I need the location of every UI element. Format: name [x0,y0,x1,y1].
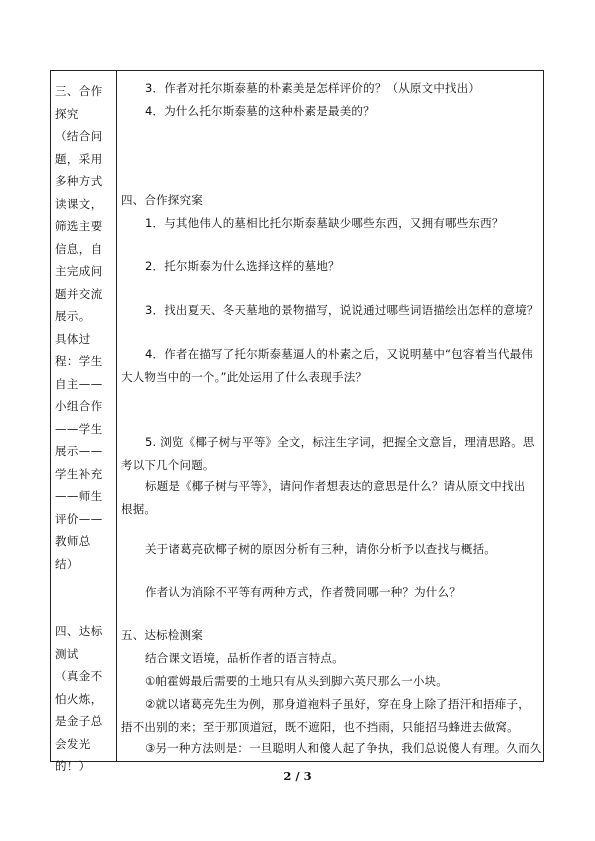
stage-label-line: 学生补充 [55,466,103,481]
stage-label-line [55,598,113,621]
section-5-sentence-3: ③另一种方法则是：一旦聪明人和傻人起了争执，我们总说傻人有理。久而久 [145,741,542,755]
stage-label-line: 信息，自 [55,241,103,256]
stage-label-line: 的！） [55,759,91,773]
stage-label-line: 结） [55,556,79,571]
stage-label-line: 主完成问 [55,264,103,278]
stage-label-line: 展示。 [55,309,91,323]
stage-label-line: 多种方式 [55,174,103,188]
stage-label-line: （结合问 [55,129,103,143]
section-4-question-5-b: 关于诸葛亮砍椰子树的原因分析有三种，请你分析予以查找与概括。 [145,542,496,556]
stage-label-line: 怕火炼， [55,691,103,706]
question-3: 3．作者对托尔斯泰墓的朴素美是怎样评价的？（从原文中找出） [145,81,481,95]
stage-label-line: 具体过 [55,331,91,346]
stage-label-line: 题并交流 [55,286,103,301]
stage-label-line: 展示—— [55,444,103,458]
stage-label-line: 测试 [55,646,79,661]
section-4-title: 四、合作探究案 [121,193,203,207]
section-4-question-4: 4．作者在描写了托尔斯泰墓逼人的朴素之后，又说明墓中“包容着当代最伟大人物当中的一个。”此处运用了什么表现手法？ [121,347,534,384]
stage-label-line: 程：学生 [55,354,103,368]
question-4: 4．为什么托尔斯泰墓的这种朴素是最美的？ [145,104,375,118]
stage-label-line: 评价—— [55,511,103,526]
stage-label-line: 是金子总 [55,714,103,728]
stage-label-line: 会发光 [55,736,91,751]
stage-label-line: ——学生 [55,421,103,436]
section-4-question-5-c: 作者认为消除不平等有两种方式，作者赞同哪一种？为什么？ [145,585,461,599]
stage-label-line: 四、达标 [55,624,103,638]
stage-label-line: 小组合作 [55,399,103,413]
section-5-sentence-1: ①帕霍姆最后需要的土地只有从头到脚六英尺那么一小块。 [145,674,449,688]
section-4-question-1: 1．与其他伟人的墓相比托尔斯泰墓缺少哪些东西，又拥有哪些东西？ [145,216,504,230]
stage-label-line: （真金不 [55,669,103,683]
section-5-title: 五、达标检测案 [121,628,203,642]
section-4-question-2: 2．托尔斯泰为什么选择这样的墓地？ [145,259,340,273]
stage-label-line: 题，采用 [55,151,103,166]
stage-label-line: 读课文， [55,196,103,211]
section-4-question-5-a: 标题是《椰子树与平等》，请问作者想表达的意思是什么？请从原文中找出根据。 [121,479,526,516]
section-5-intro: 结合课文语境，品析作者的语言特点。 [145,651,344,665]
content-column [117,71,545,761]
stage-label-line: 三、合作 [55,84,103,98]
section-4-question-3: 3．找出夏天、冬天墓地的景物描写，说说通过哪些词语描绘出怎样的意境？ [145,303,539,317]
stage-label-line: ——师生 [55,489,103,503]
stage-label-line: 教师总 [55,534,91,548]
section-5-sentence-2: ②就以诸葛亮先生为例，那身道袍料子虽好，穿在身上除了捂汗和捂痱子，捂不出别的来；至于那顶道冠，既不遮阳，也不挡雨，只能招马蜂进去做窝。 [121,697,530,734]
stage-label-line: 筛选主要 [55,219,103,233]
stage-label-line [55,575,113,598]
section-4-question-5: 5. 浏览《椰子树与平等》全文，标注生字词，把握全文意旨，理清思路。思考以下几个问题。 [121,435,535,472]
stage-label-column [55,80,113,778]
stage-label-line: 自主—— [55,376,103,391]
page-number: 2 / 3 [283,769,312,783]
stage-label-line: 探究 [55,106,79,121]
lesson-table [50,70,544,773]
